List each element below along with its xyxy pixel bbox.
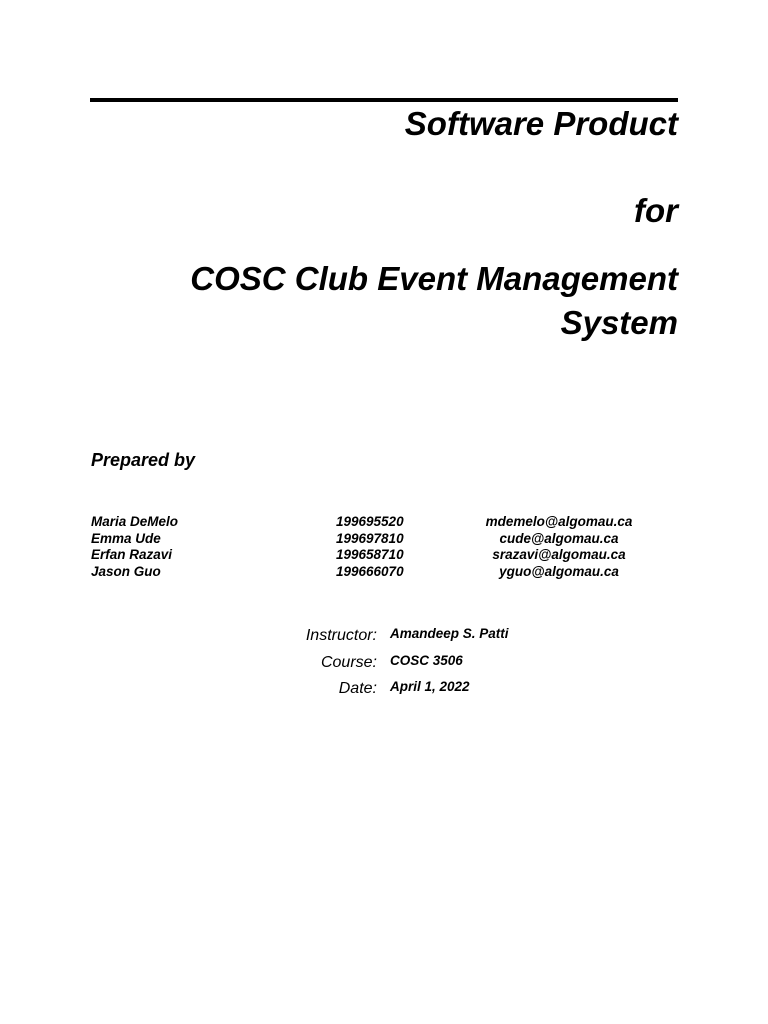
title-line-2: for <box>634 192 678 229</box>
course-label: Course: <box>320 653 377 671</box>
course-value: COSC 3506 <box>390 652 463 668</box>
title-line-4: System <box>560 304 678 341</box>
instructor-label: Instructor: <box>305 627 377 644</box>
title-line-3: COSC Club Event Management <box>190 260 678 297</box>
date-value: April 1, 2022 <box>390 679 470 694</box>
author-row <box>91 564 671 581</box>
author-email: yguo@algomau.ca <box>499 563 619 579</box>
instructor-value: Amandeep S. Patti <box>390 626 509 641</box>
author-id: 199697810 <box>336 530 404 546</box>
author-email: cude@algomau.ca <box>499 530 619 546</box>
document-details <box>240 623 600 703</box>
date-label: Date: <box>338 680 377 697</box>
author-email: mdemelo@algomau.ca <box>485 514 633 529</box>
author-name: Emma Ude <box>91 530 161 546</box>
instructor-row <box>240 623 600 650</box>
author-row <box>91 547 671 564</box>
author-id: 199695520 <box>336 514 404 529</box>
author-name: Jason Guo <box>91 563 161 579</box>
author-row <box>91 531 671 548</box>
author-email: srazavi@algomau.ca <box>492 547 626 562</box>
author-id: 199658710 <box>336 547 404 562</box>
author-id: 199666070 <box>336 563 404 579</box>
title-line-1: Software Product <box>404 105 678 142</box>
author-name: Maria DeMelo <box>91 514 179 529</box>
date-row <box>240 676 600 703</box>
title-rule <box>90 98 678 102</box>
author-name: Erfan Razavi <box>91 547 173 562</box>
prepared-by-heading: Prepared by <box>91 450 196 470</box>
author-list <box>91 514 671 580</box>
course-row <box>240 650 600 677</box>
author-row <box>91 514 671 531</box>
